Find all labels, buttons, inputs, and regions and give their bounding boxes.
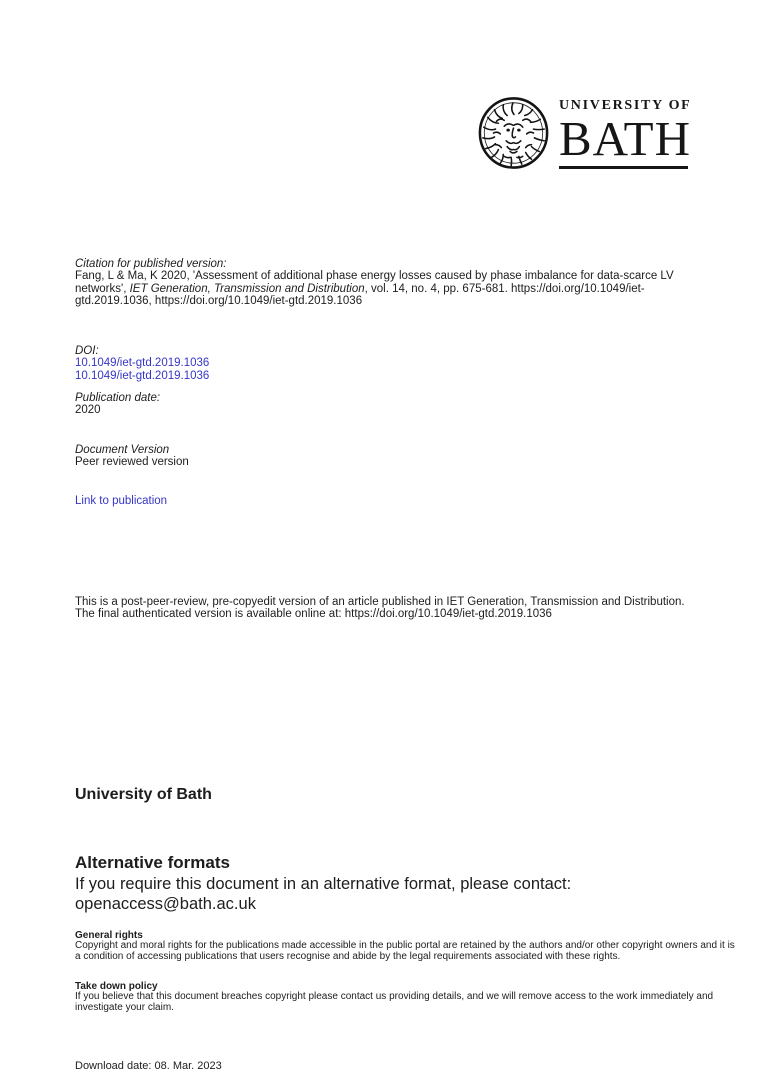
alternative-formats-block — [75, 853, 675, 915]
general-rights-text: Copyright and moral rights for the publications made accessible in the public portal are retained by the authors and/or other copyright owners and it is a condition of accessing publications that users recognise and abide by the legal requirements associated with these rights. — [75, 940, 735, 962]
take-down-policy-text: If you believe that this document breaches copyright please contact us providing details, and we will remove access to the work immediately and investigate your claim. — [75, 991, 714, 1013]
citation-after-journal: , vol. 14, no. 4, pp. 675-681. https://doi.org/10.1049/iet-gtd.2019.1036, https://doi.org/10.1049/iet-gtd.2019.1036 — [75, 282, 645, 308]
alternative-formats-text: If you require this document in an alternative format, please contact: — [75, 874, 572, 893]
document-version-label: Document Version — [75, 444, 170, 456]
doi-link-1[interactable]: 10.1049/iet-gtd.2019.1036 — [75, 357, 210, 370]
doi-block — [75, 345, 209, 382]
publication-date-value: 2020 — [75, 404, 101, 417]
take-down-policy-block — [75, 982, 737, 1013]
general-rights-block — [75, 931, 737, 962]
take-down-policy-title: Take down policy — [75, 981, 158, 992]
publication-date-block — [75, 392, 160, 417]
openaccess-email: openaccess@bath.ac.uk — [75, 895, 256, 913]
university-name-heading: University of Bath — [75, 786, 212, 803]
alternative-formats-title: Alternative formats — [75, 853, 230, 872]
doi-link-2[interactable]: 10.1049/iet-gtd.2019.1036 — [75, 369, 210, 382]
citation-before-journal: Fang, L & Ma, K 2020, 'Assessment of additional phase energy losses caused by phase imbalance for data-scarce LV networks', — [75, 270, 674, 295]
citation-label: Citation for published version: — [75, 258, 227, 270]
document-version-value: Peer reviewed version — [75, 456, 189, 469]
citation-text — [75, 270, 707, 307]
citation-block — [75, 258, 707, 308]
publisher-notice: This is a post-peer-review, pre-copyedit version of an article published in IET Generation, Transmission and Distribution. The final authenticated version is available online at: https://doi.org/10.1049/iet-gtd.2019.1036 — [75, 596, 685, 621]
publication-date-label: Publication date: — [75, 392, 161, 404]
university-of-bath-logo — [476, 95, 691, 171]
link-to-publication[interactable]: Link to publication — [75, 495, 168, 507]
document-version-block — [75, 444, 189, 469]
logo-wordmark — [559, 98, 691, 169]
logo-text-bath: BATH — [559, 111, 691, 166]
general-rights-title: General rights — [75, 930, 143, 941]
doi-label: DOI: — [75, 345, 99, 357]
bath-gorgon-emblem-icon — [476, 96, 551, 170]
download-date: Download date: 08. Mar. 2023 — [75, 1060, 222, 1072]
logo-text-university-of: UNIVERSITY OF — [559, 98, 692, 113]
logo-underline — [559, 166, 688, 169]
citation-journal-title: IET Generation, Transmission and Distribution — [129, 282, 365, 295]
